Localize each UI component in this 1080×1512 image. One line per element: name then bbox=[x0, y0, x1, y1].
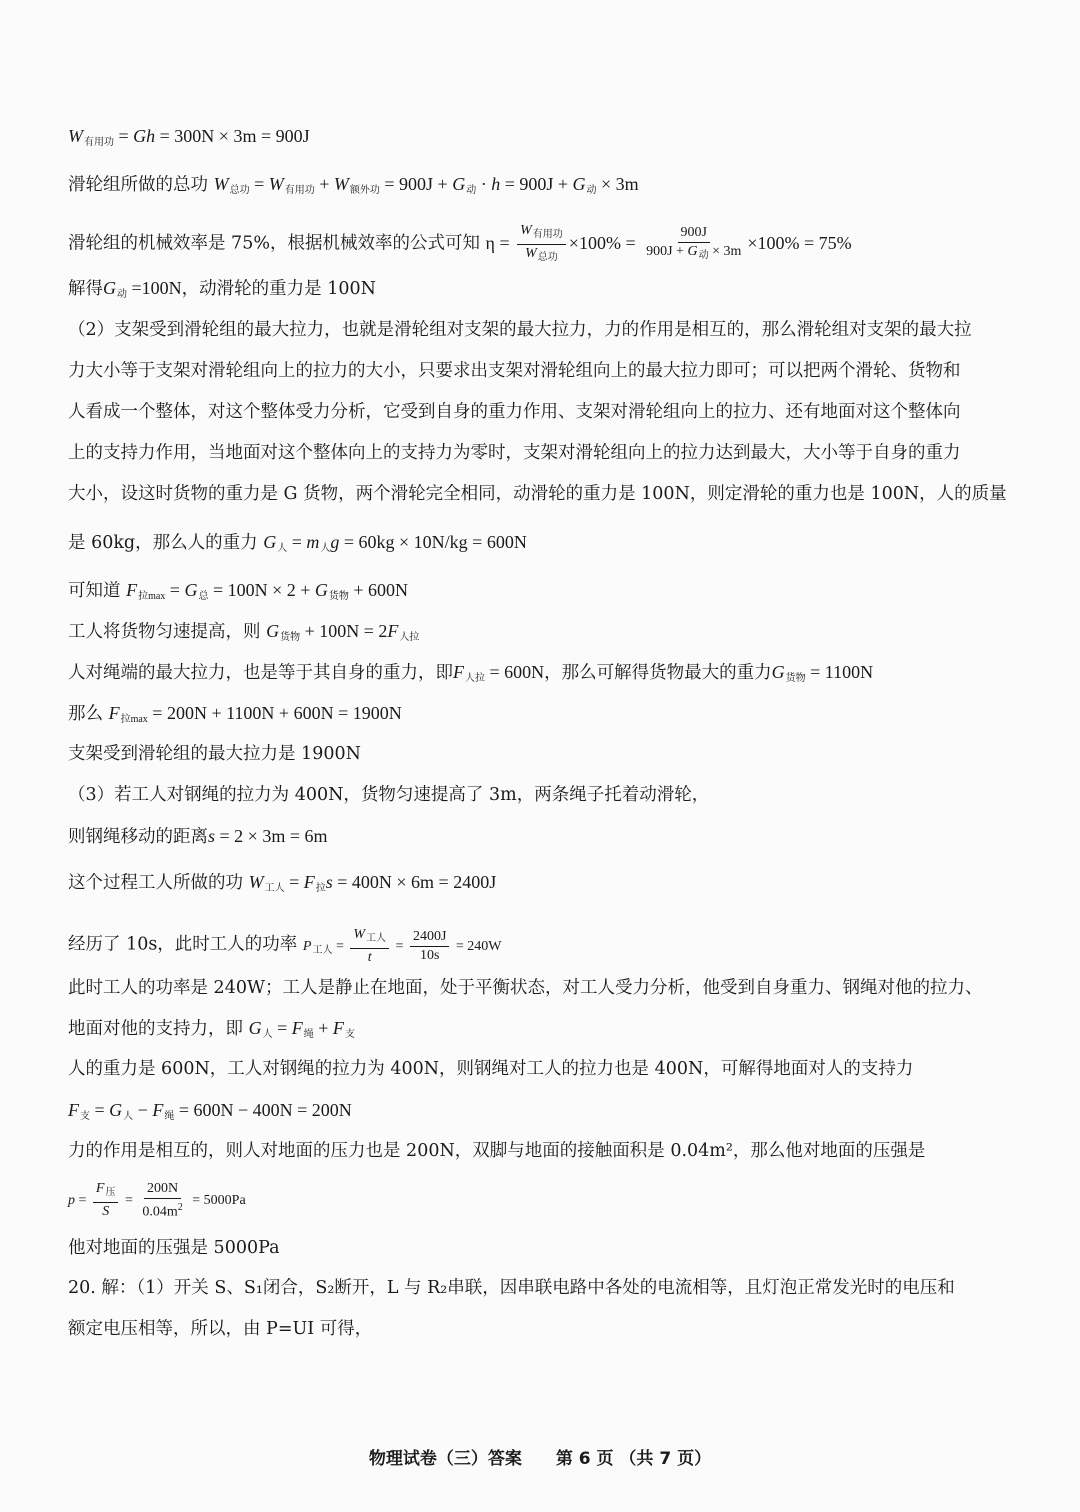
equation-worker-power: $P_{工人}$ = $\frac{W_{工人}}{t}$ = $\frac{2400J}{10s}$ = 240W bbox=[302, 927, 502, 965]
text-line: 地面对他的支持力，即 $G_人 = F_绳 + F_支$ bbox=[68, 1018, 355, 1040]
text-line: 经历了 10s，此时工人的功率 $P_{工人}$ = $\frac{W_{工人}}{t}$ = $\frac{2400J}{10s}$ = 240W bbox=[68, 927, 502, 965]
text-line: 这个过程工人所做的功 $W_{工人} = F_拉s = 400N \times 6m = 2400J$ bbox=[68, 872, 497, 894]
equation-total-work: $W_{总功} = W_{有用功} + W_{额外功} = 900J + G_动 \cdot h = 900J + G_动 \times 3m$ bbox=[213, 174, 639, 196]
text-line: 人看成一个整体，对这个整体受力分析，它受到自身的重力作用、支架对滑轮组向上的拉力、还有地面对这个整体向 bbox=[68, 402, 961, 422]
equation-person-weight: $G_人 = m_人g = 60kg \times 10N/kg = 600N$ bbox=[263, 532, 527, 554]
equation-support-force: $F_支 = G_人 - F_绳 = 600N - 400N = 200N$ bbox=[68, 1100, 352, 1122]
equation-person-pull: $F_{人拉} = 600N$ bbox=[453, 662, 545, 684]
text-line: 此时工人的功率是 240W；工人是静止在地面，处于平衡状态，对工人受力分析，他受到自身重力、钢绳对他的拉力、 bbox=[68, 978, 983, 998]
text-line: 额定电压相等，所以，由 P=UI 可得， bbox=[68, 1319, 373, 1339]
equation-force-balance: $G_人 = F_绳 + F_支$ bbox=[248, 1018, 355, 1040]
text-line: 滑轮组的机械效率是 75%，根据机械效率的公式可知 η = $\frac{W_{有用功}}{W_{总功}}$ ×100% = $\frac{900J}{900J + G_动 \times 3m}$ ×100% = 75% bbox=[68, 223, 852, 263]
text-line: （3）若工人对钢绳的拉力为 400N，货物匀速提高了 3m，两条绳子托着动滑轮， bbox=[68, 785, 710, 805]
text-line: 那么 $F_{拉max} = 200N + 1100N + 600N = 1900N$ bbox=[68, 703, 402, 725]
equation-efficiency: η = $\frac{W_{有用功}}{W_{总功}}$ ×100% = $\frac{900J}{900J + G_动 \times 3m}$ ×100% = 75% bbox=[485, 223, 852, 263]
equation-cargo-weight: $G_{货物} = 1100N$ bbox=[771, 662, 874, 684]
text-line: 力的作用是相互的，则人对地面的压力也是 200N，双脚与地面的接触面积是 0.04m²，那么他对地面的压强是 bbox=[68, 1141, 926, 1161]
text-line: 力大小等于支架对滑轮组向上的拉力的大小，只要求出支架对滑轮组向上的最大拉力即可；可以把两个滑轮、货物和 bbox=[68, 361, 961, 381]
equation-worker-work: $W_{工人} = F_拉s = 400N \times 6m = 2400J$ bbox=[248, 872, 497, 894]
equation-rope-balance: $G_{货物} + 100N = 2F_{人拉}$ bbox=[266, 621, 420, 643]
equation-pressure: p = $\frac{F_压}{S}$ = $\frac{200N}{0.04m^2}$ = 5000Pa bbox=[68, 1181, 246, 1220]
text-line: 人对绳端的最大拉力，也是等于其自身的重力，即$F_{人拉} = 600N$，那么可解得货物最大的重力$G_{货物} = 1100N$ bbox=[68, 662, 874, 684]
text-line: 则钢绳移动的距离s = 2 × 3m = 6m bbox=[68, 826, 328, 847]
text-line: 人的重力是 600N，工人对钢绳的拉力为 400N，则钢绳对工人的拉力也是 400N，可解得地面对人的支持力 bbox=[68, 1059, 914, 1079]
text-line: 工人将货物匀速提高，则 $G_{货物} + 100N = 2F_{人拉}$ bbox=[68, 621, 420, 643]
text-line: 上的支持力作用，当地面对这个整体向上的支持力为零时，支架对滑轮组向上的拉力达到最大，大小等于自身的重力 bbox=[68, 443, 961, 463]
text-line: 可知道 $F_{拉max} = G_总 = 100N \times 2 + G_{货物} + 600N$ bbox=[68, 580, 409, 602]
text-line: 他对地面的压强是 5000Pa bbox=[68, 1238, 280, 1258]
footer-title: 物理试卷（三）答案 bbox=[368, 1449, 522, 1469]
text-line: 20. 解：（1）开关 S、S₁闭合，S₂断开，L 与 R₂串联，因串联电路中各处的电流相等，且灯泡正常发光时的电压和 bbox=[68, 1278, 955, 1298]
equation-rope-distance: s = 2 × 3m = 6m bbox=[208, 826, 328, 846]
text-line: 是 60kg，那么人的重力 $G_人 = m_人g = 60kg \times 10N/kg = 600N$ bbox=[68, 532, 527, 554]
text-line: 滑轮组所做的总功 $W_{总功} = W_{有用功} + W_{额外功} = 900J + G_动 \cdot h = 900J + G_动 \times 3m$ bbox=[68, 174, 639, 196]
equation-useful-work: $W_{有用功} = Gh = 300N \times 3m = 900J$ bbox=[68, 126, 310, 148]
text-line: 解得$G_动 =100N$，动滑轮的重力是 100N bbox=[68, 278, 376, 300]
text-line: （2）支架受到滑轮组的最大拉力，也就是滑轮组对支架的最大拉力，力的作用是相互的，那么滑轮组对支架的最大拉 bbox=[68, 320, 972, 340]
footer-page-number: 第 6 页 （共 7 页） bbox=[555, 1449, 712, 1469]
equation-max-pull: $F_{拉max} = G_总 = 100N \times 2 + G_{货物} + 600N$ bbox=[126, 580, 409, 602]
page-footer bbox=[0, 1444, 1080, 1469]
text-line: 支架受到滑轮组的最大拉力是 1900N bbox=[68, 744, 361, 764]
text-line: 大小，设这时货物的重力是 G 货物，两个滑轮完全相同，动滑轮的重力是 100N，则定滑轮的重力也是 100N，人的质量 bbox=[68, 484, 1007, 504]
equation-max-pull-result: $F_{拉max} = 200N + 1100N + 600N = 1900N$ bbox=[108, 703, 402, 725]
equation-moving-pulley-weight: $G_动 =100N$ bbox=[103, 278, 182, 300]
